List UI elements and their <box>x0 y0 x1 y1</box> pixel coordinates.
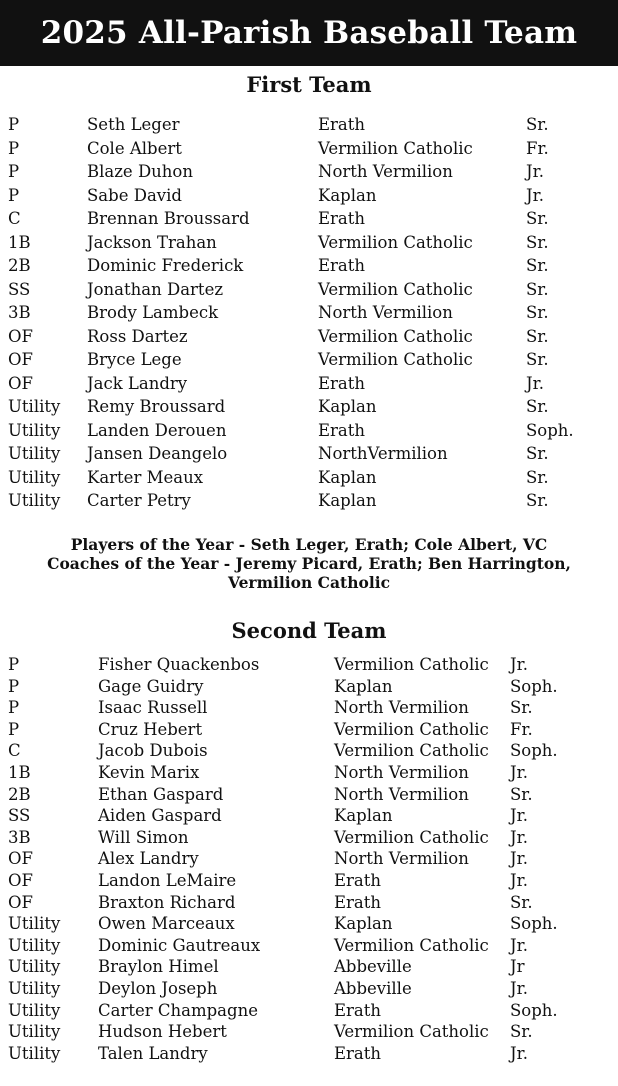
school-cell: Vermilion Catholic <box>334 827 489 847</box>
player-name-cell: Ethan Gaspard <box>98 784 224 804</box>
class-year-cell: Sr. <box>526 467 549 487</box>
class-year-cell: Sr. <box>526 326 549 346</box>
player-name-cell: Remy Broussard <box>87 397 226 416</box>
position-cell: P <box>8 185 20 205</box>
position-cell: Utility <box>8 491 61 510</box>
position-cell: 2B <box>8 784 31 804</box>
school-cell: Vermilion Catholic <box>334 655 489 674</box>
position-cell: C <box>8 209 21 228</box>
school-cell: Erath <box>334 871 382 890</box>
class-year-cell: Sr. <box>526 279 549 299</box>
position-cell: OF <box>8 892 33 912</box>
school-cell: Kaplan <box>318 467 377 487</box>
position-cell: 1B <box>8 763 31 782</box>
class-year-cell: Jr. <box>510 935 528 955</box>
school-cell: Kaplan <box>334 676 393 696</box>
school-cell: Abbeville <box>334 979 412 998</box>
class-year-cell: Fr. <box>526 138 549 158</box>
school-cell: North Vermilion <box>318 303 453 322</box>
position-cell: SS <box>8 806 31 826</box>
class-year-cell: Sr. <box>526 397 549 416</box>
class-year-cell: Sr. <box>510 784 533 804</box>
position-cell: P <box>8 655 20 674</box>
position-cell: P <box>8 115 20 134</box>
player-name-cell: Ross Dartez <box>87 326 188 346</box>
player-name-cell: Cruz Hebert <box>98 719 203 739</box>
class-year-cell: Jr. <box>510 806 528 826</box>
page-title: 2025 All-Parish Baseball Team <box>40 15 578 51</box>
player-name-cell: Deylon Joseph <box>98 979 218 998</box>
player-name-cell: Seth Leger <box>87 115 180 134</box>
player-name-cell: Landen Derouen <box>87 420 227 440</box>
school-cell: Vermilion Catholic <box>318 232 473 252</box>
player-name-cell: Aiden Gaspard <box>98 806 222 826</box>
player-name-cell: Carter Champagne <box>98 1000 258 1020</box>
player-name-cell: Isaac Russell <box>98 698 208 718</box>
coaches-of-the-year: Coaches of the Year - Jeremy Picard, Erath; Ben Harrington, <box>47 554 571 573</box>
position-cell: Utility <box>8 467 61 487</box>
class-year-cell: Jr. <box>510 827 528 847</box>
position-cell: OF <box>8 871 33 890</box>
class-year-cell: Jr. <box>510 871 528 890</box>
school-cell: Abbeville <box>334 957 412 977</box>
player-name-cell: Dominic Frederick <box>87 256 244 275</box>
school-cell: Kaplan <box>318 397 377 416</box>
class-year-cell: Soph. <box>510 1000 558 1020</box>
position-cell: P <box>8 676 20 696</box>
player-name-cell: Fisher Quackenbos <box>98 655 260 674</box>
class-year-cell: Jr. <box>526 373 544 393</box>
position-cell: OF <box>8 350 33 369</box>
school-cell: NorthVermilion <box>318 444 448 463</box>
player-name-cell: Will Simon <box>98 827 189 847</box>
position-cell: Utility <box>8 1043 61 1063</box>
school-cell: Vermilion Catholic <box>318 326 473 346</box>
position-cell: P <box>8 719 20 739</box>
position-cell: 2B <box>8 256 31 275</box>
position-cell: SS <box>8 279 31 299</box>
position-cell: Utility <box>8 397 61 416</box>
position-cell: Utility <box>8 914 61 934</box>
class-year-cell: Jr. <box>510 1043 528 1063</box>
school-cell: North Vermilion <box>334 763 469 782</box>
class-year-cell: Jr. <box>526 185 544 205</box>
school-cell: Erath <box>318 373 366 393</box>
player-name-cell: Hudson Hebert <box>98 1022 227 1042</box>
class-year-cell: Sr. <box>526 232 549 252</box>
school-cell: Kaplan <box>318 491 377 510</box>
position-cell: Utility <box>8 957 61 977</box>
school-cell: Erath <box>318 115 366 134</box>
school-cell: North Vermilion <box>318 162 453 181</box>
class-year-cell: Soph. <box>510 741 558 761</box>
position-cell: P <box>8 698 20 718</box>
player-name-cell: Blaze Duhon <box>87 162 193 181</box>
school-cell: Vermilion Catholic <box>334 1022 489 1042</box>
player-name-cell: Landon LeMaire <box>98 871 237 890</box>
class-year-cell: Sr. <box>510 1022 533 1042</box>
position-cell: Utility <box>8 1022 61 1042</box>
school-cell: Erath <box>318 209 366 228</box>
position-cell: Utility <box>8 1000 61 1020</box>
class-year-cell: Sr. <box>526 256 549 275</box>
player-name-cell: Jack Landry <box>87 373 188 393</box>
player-name-cell: Gage Guidry <box>98 676 204 696</box>
school-cell: Vermilion Catholic <box>334 935 489 955</box>
player-name-cell: Jackson Trahan <box>87 232 217 252</box>
coaches-of-the-year-continued: Vermilion Catholic <box>227 573 391 592</box>
school-cell: North Vermilion <box>334 784 469 804</box>
title-banner <box>0 0 618 66</box>
school-cell: Kaplan <box>318 185 377 205</box>
position-cell: Utility <box>8 444 61 463</box>
position-cell: 1B <box>8 232 31 252</box>
player-name-cell: Kevin Marix <box>98 763 200 782</box>
player-name-cell: Jonathan Dartez <box>87 279 224 299</box>
player-name-cell: Alex Landry <box>98 849 199 869</box>
class-year-cell: Jr. <box>510 849 528 869</box>
class-year-cell: Sr. <box>526 303 549 322</box>
position-cell: OF <box>8 849 33 869</box>
position-cell: Utility <box>8 935 61 955</box>
player-name-cell: Karter Meaux <box>87 467 204 487</box>
class-year-cell: Soph. <box>510 676 558 696</box>
position-cell: Utility <box>8 979 61 998</box>
school-cell: Kaplan <box>334 806 393 826</box>
class-year-cell: Sr. <box>510 698 533 718</box>
school-cell: Vermilion Catholic <box>334 741 489 761</box>
players-of-the-year: Players of the Year - Seth Leger, Erath; Cole Albert, VC <box>70 535 548 554</box>
position-cell: P <box>8 138 20 158</box>
player-name-cell: Dominic Gautreaux <box>98 935 261 955</box>
class-year-cell: Sr. <box>510 892 533 912</box>
player-name-cell: Brody Lambeck <box>87 303 219 322</box>
player-name-cell: Owen Marceaux <box>98 914 235 934</box>
school-cell: Kaplan <box>334 914 393 934</box>
school-cell: Vermilion Catholic <box>334 719 489 739</box>
school-cell: North Vermilion <box>334 698 469 718</box>
player-name-cell: Jansen Deangelo <box>87 444 228 463</box>
position-cell: Utility <box>8 420 61 440</box>
position-cell: 3B <box>8 827 31 847</box>
class-year-cell: Sr. <box>526 491 549 510</box>
player-name-cell: Bryce Lege <box>87 350 182 369</box>
school-cell: Erath <box>334 892 382 912</box>
class-year-cell: Jr. <box>510 763 528 782</box>
first-team-heading: First Team <box>246 72 372 97</box>
class-year-cell: Jr. <box>526 162 544 181</box>
second-team-heading: Second Team <box>231 618 387 643</box>
player-name-cell: Cole Albert <box>87 138 182 158</box>
school-cell: North Vermilion <box>334 849 469 869</box>
class-year-cell: Sr. <box>526 115 549 134</box>
school-cell: Vermilion Catholic <box>318 350 473 369</box>
class-year-cell: Jr. <box>510 655 528 674</box>
school-cell: Vermilion Catholic <box>318 138 473 158</box>
class-year-cell: Fr. <box>510 719 533 739</box>
class-year-cell: Sr. <box>526 444 549 463</box>
player-name-cell: Carter Petry <box>87 491 191 510</box>
class-year-cell: Sr. <box>526 209 549 228</box>
player-name-cell: Braylon Himel <box>98 957 219 977</box>
school-cell: Erath <box>334 1043 382 1063</box>
position-cell: OF <box>8 373 33 393</box>
player-name-cell: Talen Landry <box>98 1043 208 1063</box>
awards-block <box>0 535 618 592</box>
class-year-cell: Sr. <box>526 350 549 369</box>
position-cell: 3B <box>8 303 31 322</box>
school-cell: Erath <box>334 1000 382 1020</box>
school-cell: Erath <box>318 256 366 275</box>
class-year-cell: Jr <box>510 957 525 977</box>
position-cell: OF <box>8 326 33 346</box>
school-cell: Erath <box>318 420 366 440</box>
position-cell: P <box>8 162 20 181</box>
school-cell: Vermilion Catholic <box>318 279 473 299</box>
player-name-cell: Braxton Richard <box>98 892 236 912</box>
class-year-cell: Soph. <box>526 420 574 440</box>
class-year-cell: Soph. <box>510 914 558 934</box>
player-name-cell: Sabe David <box>87 185 182 205</box>
class-year-cell: Jr. <box>510 979 528 998</box>
position-cell: C <box>8 741 21 761</box>
player-name-cell: Brennan Broussard <box>87 209 250 228</box>
player-name-cell: Jacob Dubois <box>98 741 208 761</box>
